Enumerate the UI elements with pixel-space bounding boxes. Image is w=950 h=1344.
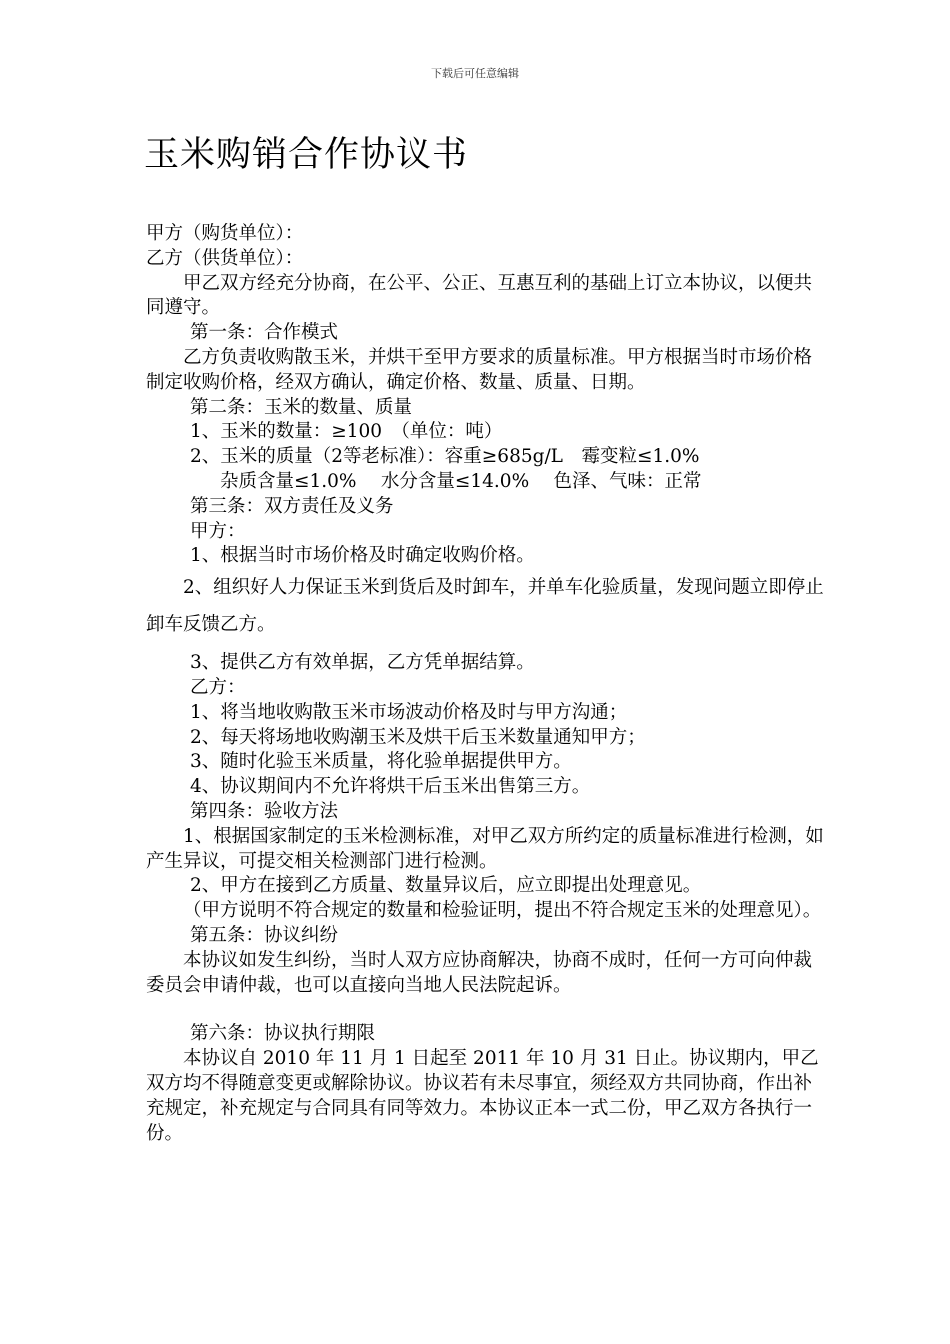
article3-a-item1: 1、根据当时市场价格及时确定收购价格。 (190, 545, 535, 567)
article1-text: 乙方负责收购散玉米，并烘干至甲方要求的质量标准。甲方根据当时市场价格制定收购价格，经双方确认，确定价格、数量、质量、日期。 (146, 346, 813, 393)
article6-text: 本协议自 2010 年 11 月 1 日起至 2011 年 10 月 31 日止。协议期内，甲乙双方均不得随意变更或解除协议。协议若有未尽事宜，须经双方共同协商，作出补充规定，补充规定与合同具有同等效力。本协议正本一式二份，甲乙双方各执行一份。 (146, 1048, 819, 1144)
article3-b-item4: 4、协议期间内不允许将烘干后玉米出售第三方。 (190, 776, 591, 798)
party-b-line: 乙方（供货单位）： (146, 247, 304, 269)
article4-item2: 2、甲方在接到乙方质量、数量异议后，应立即提出处理意见。 (190, 875, 702, 897)
article3-b-item2: 2、每天将场地收购潮玉米及烘干后玉米数量通知甲方； (190, 726, 646, 748)
article3-b-item1: 1、将当地收购散玉米市场波动价格及时与甲方沟通； (190, 701, 628, 723)
article2-item1: 1、玉米的数量：≥100 （单位：吨） (190, 421, 503, 443)
article4-item1: 1、根据国家制定的玉米检测标准，对甲乙双方所约定的质量标准进行检测，如产生异议，可提交相关检测部门进行检测。 (146, 825, 824, 872)
article4-item2-note: （甲方说明不符合规定的数量和检验证明，提出不符合规定玉米的处理意见）。 (183, 900, 822, 922)
article3-party-a-label: 甲方： (190, 520, 246, 542)
party-a-line: 甲方（购货单位）： (146, 223, 304, 244)
article3-a-item3: 3、提供乙方有效单据，乙方凭单据结算。 (190, 652, 535, 674)
article2-item2b: 杂质含量≤1.0% 水分含量≤14.0% 色泽、气味：正常 (220, 470, 702, 492)
article6-heading: 第六条：协议执行期限 (190, 1023, 376, 1045)
article1-heading: 第一条：合作模式 (190, 322, 339, 344)
article3-a-item2: 2、组织好人力保证玉米到货后及时卸车，并单车化验质量，发现问题立即停止卸车反馈乙方。 (146, 577, 824, 636)
article2-heading: 第二条：玉米的数量、质量 (190, 396, 413, 418)
article4-heading: 第四条：验收方法 (190, 800, 339, 822)
article3-party-b-label: 乙方： (190, 676, 246, 698)
article2-item2: 2、玉米的质量（2等老标准）：容重≥685g/L 霉变粒≤1.0% (190, 446, 700, 468)
document-body (146, 222, 826, 1146)
intro-paragraph: 甲乙双方经充分协商，在公平、公正、互惠互利的基础上订立本协议，以便共同遵守。 (146, 272, 813, 319)
article3-heading: 第三条：双方责任及义务 (190, 495, 394, 517)
article5-text: 本协议如发生纠纷，当时人双方应协商解决，协商不成时，任何一方可向仲裁委员会申请仲裁，也可以直接向当地人民法院起诉。 (146, 949, 813, 996)
page-header-note: 下载后可任意编辑 (431, 67, 519, 80)
document-title: 玉米购销合作协议书 (144, 135, 469, 175)
article3-b-item3: 3、随时化验玉米质量，将化验单据提供甲方。 (190, 751, 572, 773)
article5-heading: 第五条：协议纠纷 (190, 924, 339, 946)
